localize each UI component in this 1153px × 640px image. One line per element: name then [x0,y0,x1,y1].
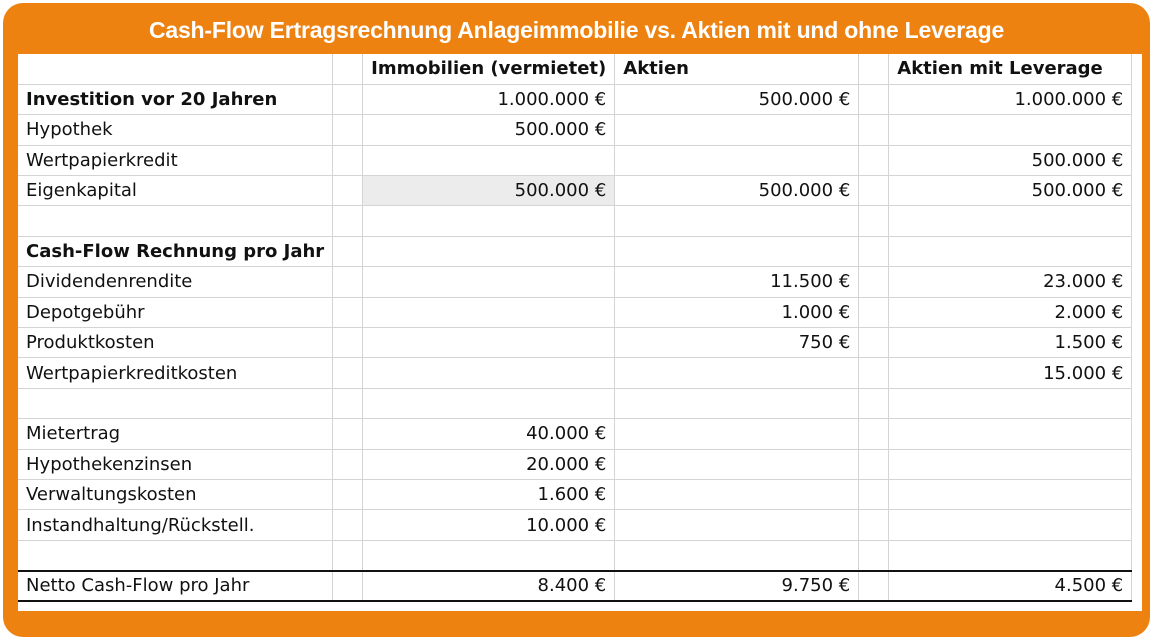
cashflow-table [18,54,1132,602]
page-title: Cash-Flow Ertragsrechnung Anlageimmobilie vs. Aktien mit und ohne Leverage [148,17,1005,43]
spacer-cell[interactable] [333,297,363,327]
leverage-value-cell[interactable]: 500.000 € [889,145,1132,175]
spacer-cell[interactable] [859,328,889,358]
immobilien-value-cell[interactable]: 10.000 € [363,510,615,540]
aktien-value-cell[interactable] [615,510,859,540]
table-row [18,388,1132,418]
spacer-cell[interactable] [333,479,363,509]
spacer-cell[interactable] [333,571,363,601]
table-row [18,206,1132,236]
spacer-cell[interactable] [859,419,889,449]
immobilien-value-cell[interactable] [363,206,615,236]
aktien-value-cell[interactable] [615,479,859,509]
leverage-value-cell[interactable]: 4.500 € [889,571,1132,601]
spacer-cell[interactable] [333,267,363,297]
aktien-value-cell[interactable] [615,145,859,175]
immobilien-value-cell[interactable] [363,236,615,266]
table-row [18,115,1132,145]
spacer-cell[interactable] [859,267,889,297]
spacer-cell[interactable] [333,449,363,479]
leverage-value-cell[interactable]: 23.000 € [889,267,1132,297]
spacer-cell[interactable] [333,115,363,145]
spreadsheet [18,54,1142,611]
row-label-cell[interactable] [18,540,333,570]
aktien-value-cell[interactable] [615,449,859,479]
spacer-cell[interactable] [859,449,889,479]
immobilien-value-cell[interactable]: 500.000 € [363,176,615,206]
spacer-cell[interactable] [859,510,889,540]
immobilien-value-cell[interactable] [363,540,615,570]
spacer-cell[interactable] [333,176,363,206]
aktien-value-cell[interactable]: 1.000 € [615,297,859,327]
row-label-cell[interactable]: Produktkosten [18,328,333,358]
spacer-cell[interactable] [859,358,889,388]
row-label-cell[interactable]: Netto Cash-Flow pro Jahr [18,571,333,601]
row-label-cell[interactable]: Wertpapierkredit [18,145,333,175]
spacer-cell[interactable] [859,540,889,570]
row-label-cell[interactable]: Instandhaltung/Rückstell. [18,510,333,540]
header-cell-spacer[interactable] [333,54,363,84]
total-row [18,571,1132,601]
leverage-value-cell[interactable]: 1.500 € [889,328,1132,358]
leverage-value-cell[interactable] [889,206,1132,236]
aktien-value-cell[interactable] [615,388,859,418]
table-row [18,236,1132,266]
header-cell-label[interactable] [18,54,333,84]
leverage-value-cell[interactable]: 2.000 € [889,297,1132,327]
table-row [18,84,1132,114]
spacer-cell[interactable] [859,236,889,266]
row-label-cell[interactable] [18,388,333,418]
spacer-cell[interactable] [859,571,889,601]
spacer-cell[interactable] [859,176,889,206]
row-label-cell[interactable]: Dividendenrendite [18,267,333,297]
spacer-cell[interactable] [859,388,889,418]
leverage-value-cell[interactable]: 15.000 € [889,358,1132,388]
spacer-cell[interactable] [859,145,889,175]
spacer-cell[interactable] [859,84,889,114]
immobilien-value-cell[interactable] [363,328,615,358]
aktien-value-cell[interactable] [615,419,859,449]
row-label-cell[interactable]: Verwaltungskosten [18,479,333,509]
spacer-cell[interactable] [859,297,889,327]
immobilien-value-cell[interactable]: 40.000 € [363,419,615,449]
leverage-value-cell[interactable] [889,388,1132,418]
table-row [18,540,1132,570]
leverage-value-cell[interactable] [889,479,1132,509]
row-label-cell[interactable]: Wertpapierkreditkosten [18,358,333,388]
table-row [18,176,1132,206]
row-label-cell[interactable]: Depotgebühr [18,297,333,327]
spacer-cell[interactable] [333,145,363,175]
spacer-cell[interactable] [333,540,363,570]
aktien-value-cell[interactable] [615,358,859,388]
immobilien-value-cell[interactable]: 8.400 € [363,571,615,601]
immobilien-value-cell[interactable]: 500.000 € [363,115,615,145]
leverage-value-cell[interactable] [889,115,1132,145]
row-label-cell[interactable]: Cash-Flow Rechnung pro Jahr [18,236,333,266]
immobilien-value-cell[interactable]: 20.000 € [363,449,615,479]
immobilien-value-cell[interactable] [363,358,615,388]
aktien-value-cell[interactable]: 750 € [615,328,859,358]
leverage-value-cell[interactable] [889,540,1132,570]
aktien-value-cell[interactable]: 500.000 € [615,84,859,114]
leverage-value-cell[interactable] [889,236,1132,266]
immobilien-value-cell[interactable]: 1.600 € [363,479,615,509]
spacer-cell[interactable] [859,115,889,145]
spacer-cell[interactable] [333,206,363,236]
header-cell-immobilien[interactable]: Immobilien (vermietet) [363,54,615,84]
table-row [18,328,1132,358]
table-row [18,297,1132,327]
spacer-cell[interactable] [859,479,889,509]
row-label-cell[interactable]: Hypothekenzinsen [18,449,333,479]
header-row [18,54,1132,84]
table-row [18,449,1132,479]
spacer-cell[interactable] [333,388,363,418]
immobilien-value-cell[interactable] [363,297,615,327]
aktien-value-cell[interactable] [615,236,859,266]
spacer-cell[interactable] [333,328,363,358]
spacer-cell[interactable] [333,419,363,449]
spacer-cell[interactable] [859,206,889,236]
table-row [18,358,1132,388]
table-row [18,479,1132,509]
immobilien-value-cell[interactable] [363,388,615,418]
aktien-value-cell[interactable] [615,115,859,145]
table-row [18,510,1132,540]
row-label-cell[interactable]: Eigenkapital [18,176,333,206]
table-row [18,145,1132,175]
table-body [18,54,1132,601]
row-label-cell[interactable]: Mietertrag [18,419,333,449]
header-cell-leverage[interactable]: Aktien mit Leverage [889,54,1132,84]
row-label-cell[interactable] [18,206,333,236]
immobilien-value-cell[interactable] [363,267,615,297]
header-cell-aktien[interactable]: Aktien [615,54,859,84]
spacer-cell[interactable] [333,236,363,266]
aktien-value-cell[interactable]: 9.750 € [615,571,859,601]
leverage-value-cell[interactable] [889,510,1132,540]
aktien-value-cell[interactable]: 500.000 € [615,176,859,206]
leverage-value-cell[interactable]: 500.000 € [889,176,1132,206]
leverage-value-cell[interactable]: 1.000.000 € [889,84,1132,114]
leverage-value-cell[interactable] [889,419,1132,449]
spacer-cell[interactable] [333,358,363,388]
immobilien-value-cell[interactable]: 1.000.000 € [363,84,615,114]
aktien-value-cell[interactable] [615,206,859,236]
immobilien-value-cell[interactable] [363,145,615,175]
spacer-cell[interactable] [333,84,363,114]
spacer-cell[interactable] [333,510,363,540]
table-row [18,419,1132,449]
leverage-value-cell[interactable] [889,449,1132,479]
table-row [18,267,1132,297]
row-label-cell[interactable]: Investition vor 20 Jahren [18,84,333,114]
header-cell-spacer[interactable] [859,54,889,84]
orange-frame [3,3,1150,637]
aktien-value-cell[interactable] [615,540,859,570]
row-label-cell[interactable]: Hypothek [18,115,333,145]
aktien-value-cell[interactable]: 11.500 € [615,267,859,297]
